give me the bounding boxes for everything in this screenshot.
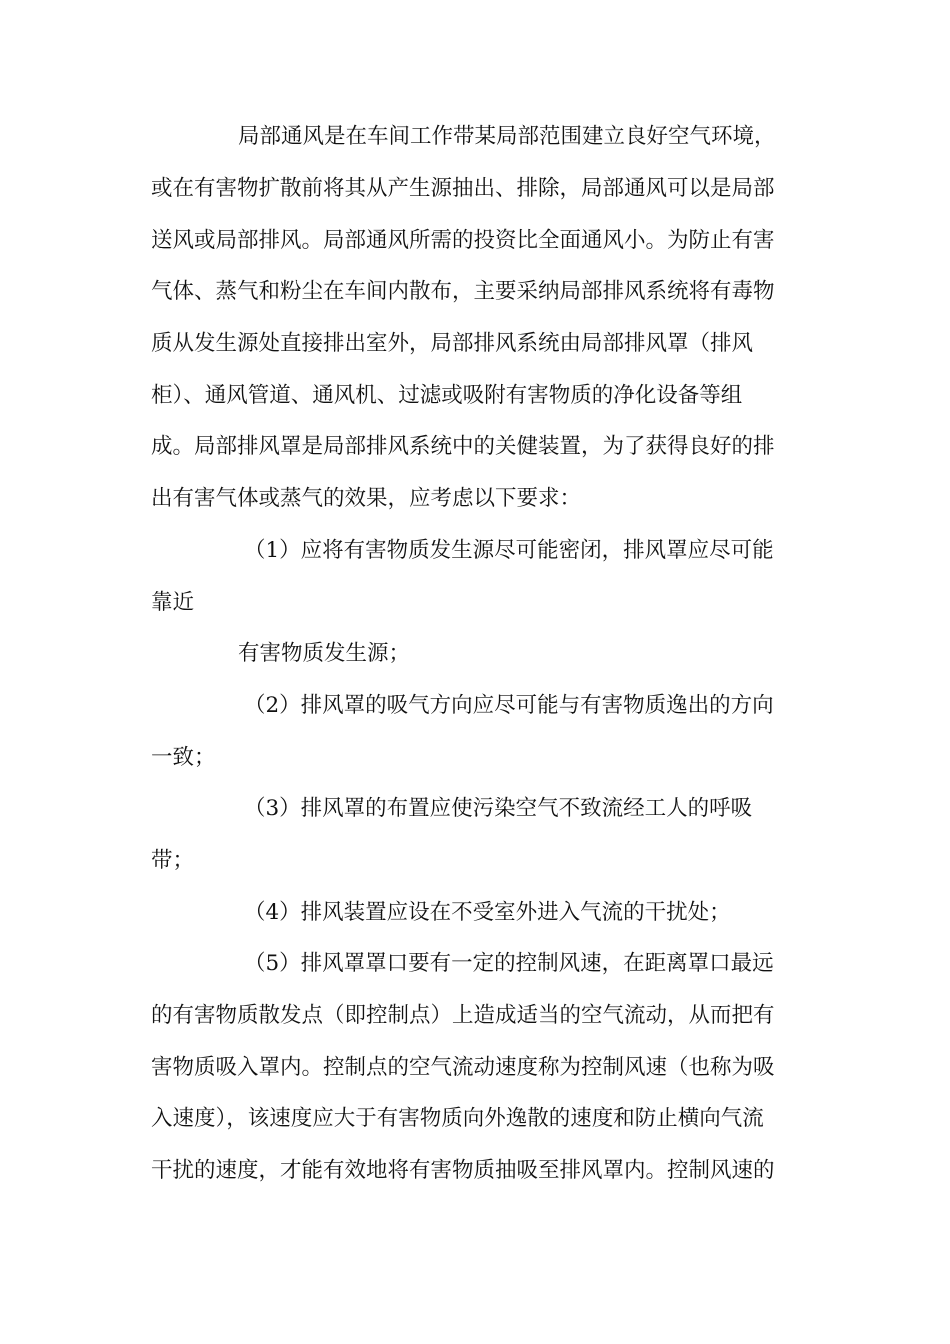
list-item-5-line: （5）排风罩罩口要有一定的控制风速，在距离罩口最远 [244, 951, 774, 976]
paragraph-line: 质从发生源处直接排出室外，局部排风系统由局部排风罩（排风 [151, 331, 754, 356]
paragraph-line: 或在有害物扩散前将其从产生源抽出、排除，局部通风可以是局部 [151, 176, 775, 201]
paragraph-line: 送风或局部排风。局部通风所需的投资比全面通风小。为防止有害 [151, 228, 775, 253]
paragraph-line: 气体、蒸气和粉尘在车间内散布，主要采纳局部排风系统将有毒物 [151, 279, 775, 304]
list-item-1-line: （1）应将有害物质发生源尽可能密闭，排风罩应尽可能 [244, 538, 774, 563]
paragraph-line: 入速度），该速度应大于有害物质向外逸散的速度和防止横向气流 [151, 1106, 764, 1131]
list-item-1-continuation: 靠近 [151, 590, 195, 615]
list-item-2-line: （2）排风罩的吸气方向应尽可能与有害物质逸出的方向 [244, 693, 774, 718]
paragraph-line: 的有害物质散发点（即控制点）上造成适当的空气流动，从而把有 [151, 1003, 775, 1028]
list-item-3-continuation: 带； [151, 848, 195, 873]
paragraph-line: 成。局部排风罩是局部排风系统中的关健装置，为了获得良好的排 [151, 434, 775, 459]
paragraph-line: 局部通风是在车间工作带某局部范围建立良好空气环境， [238, 124, 776, 149]
paragraph-line: 柜）、通风管道、通风机、过滤或吸附有害物质的净化设备等组 [151, 383, 743, 408]
paragraph-line: 干扰的速度，才能有效地将有害物质抽吸至排风罩内。控制风速的 [151, 1158, 775, 1183]
list-item-4-line: （4）排风装置应设在不受室外进入气流的干扰处； [244, 900, 731, 925]
list-item-2-continuation: 一致； [151, 745, 216, 770]
paragraph-line: 害物质吸入罩内。控制点的空气流动速度称为控制风速（也称为吸 [151, 1055, 775, 1080]
list-item-3-line: （3）排风罩的布置应使污染空气不致流经工人的呼吸 [244, 796, 753, 821]
list-item-1-continuation: 有害物质发生源； [238, 641, 411, 666]
paragraph-line: 出有害气体或蒸气的效果，应考虑以下要求： [151, 486, 582, 511]
